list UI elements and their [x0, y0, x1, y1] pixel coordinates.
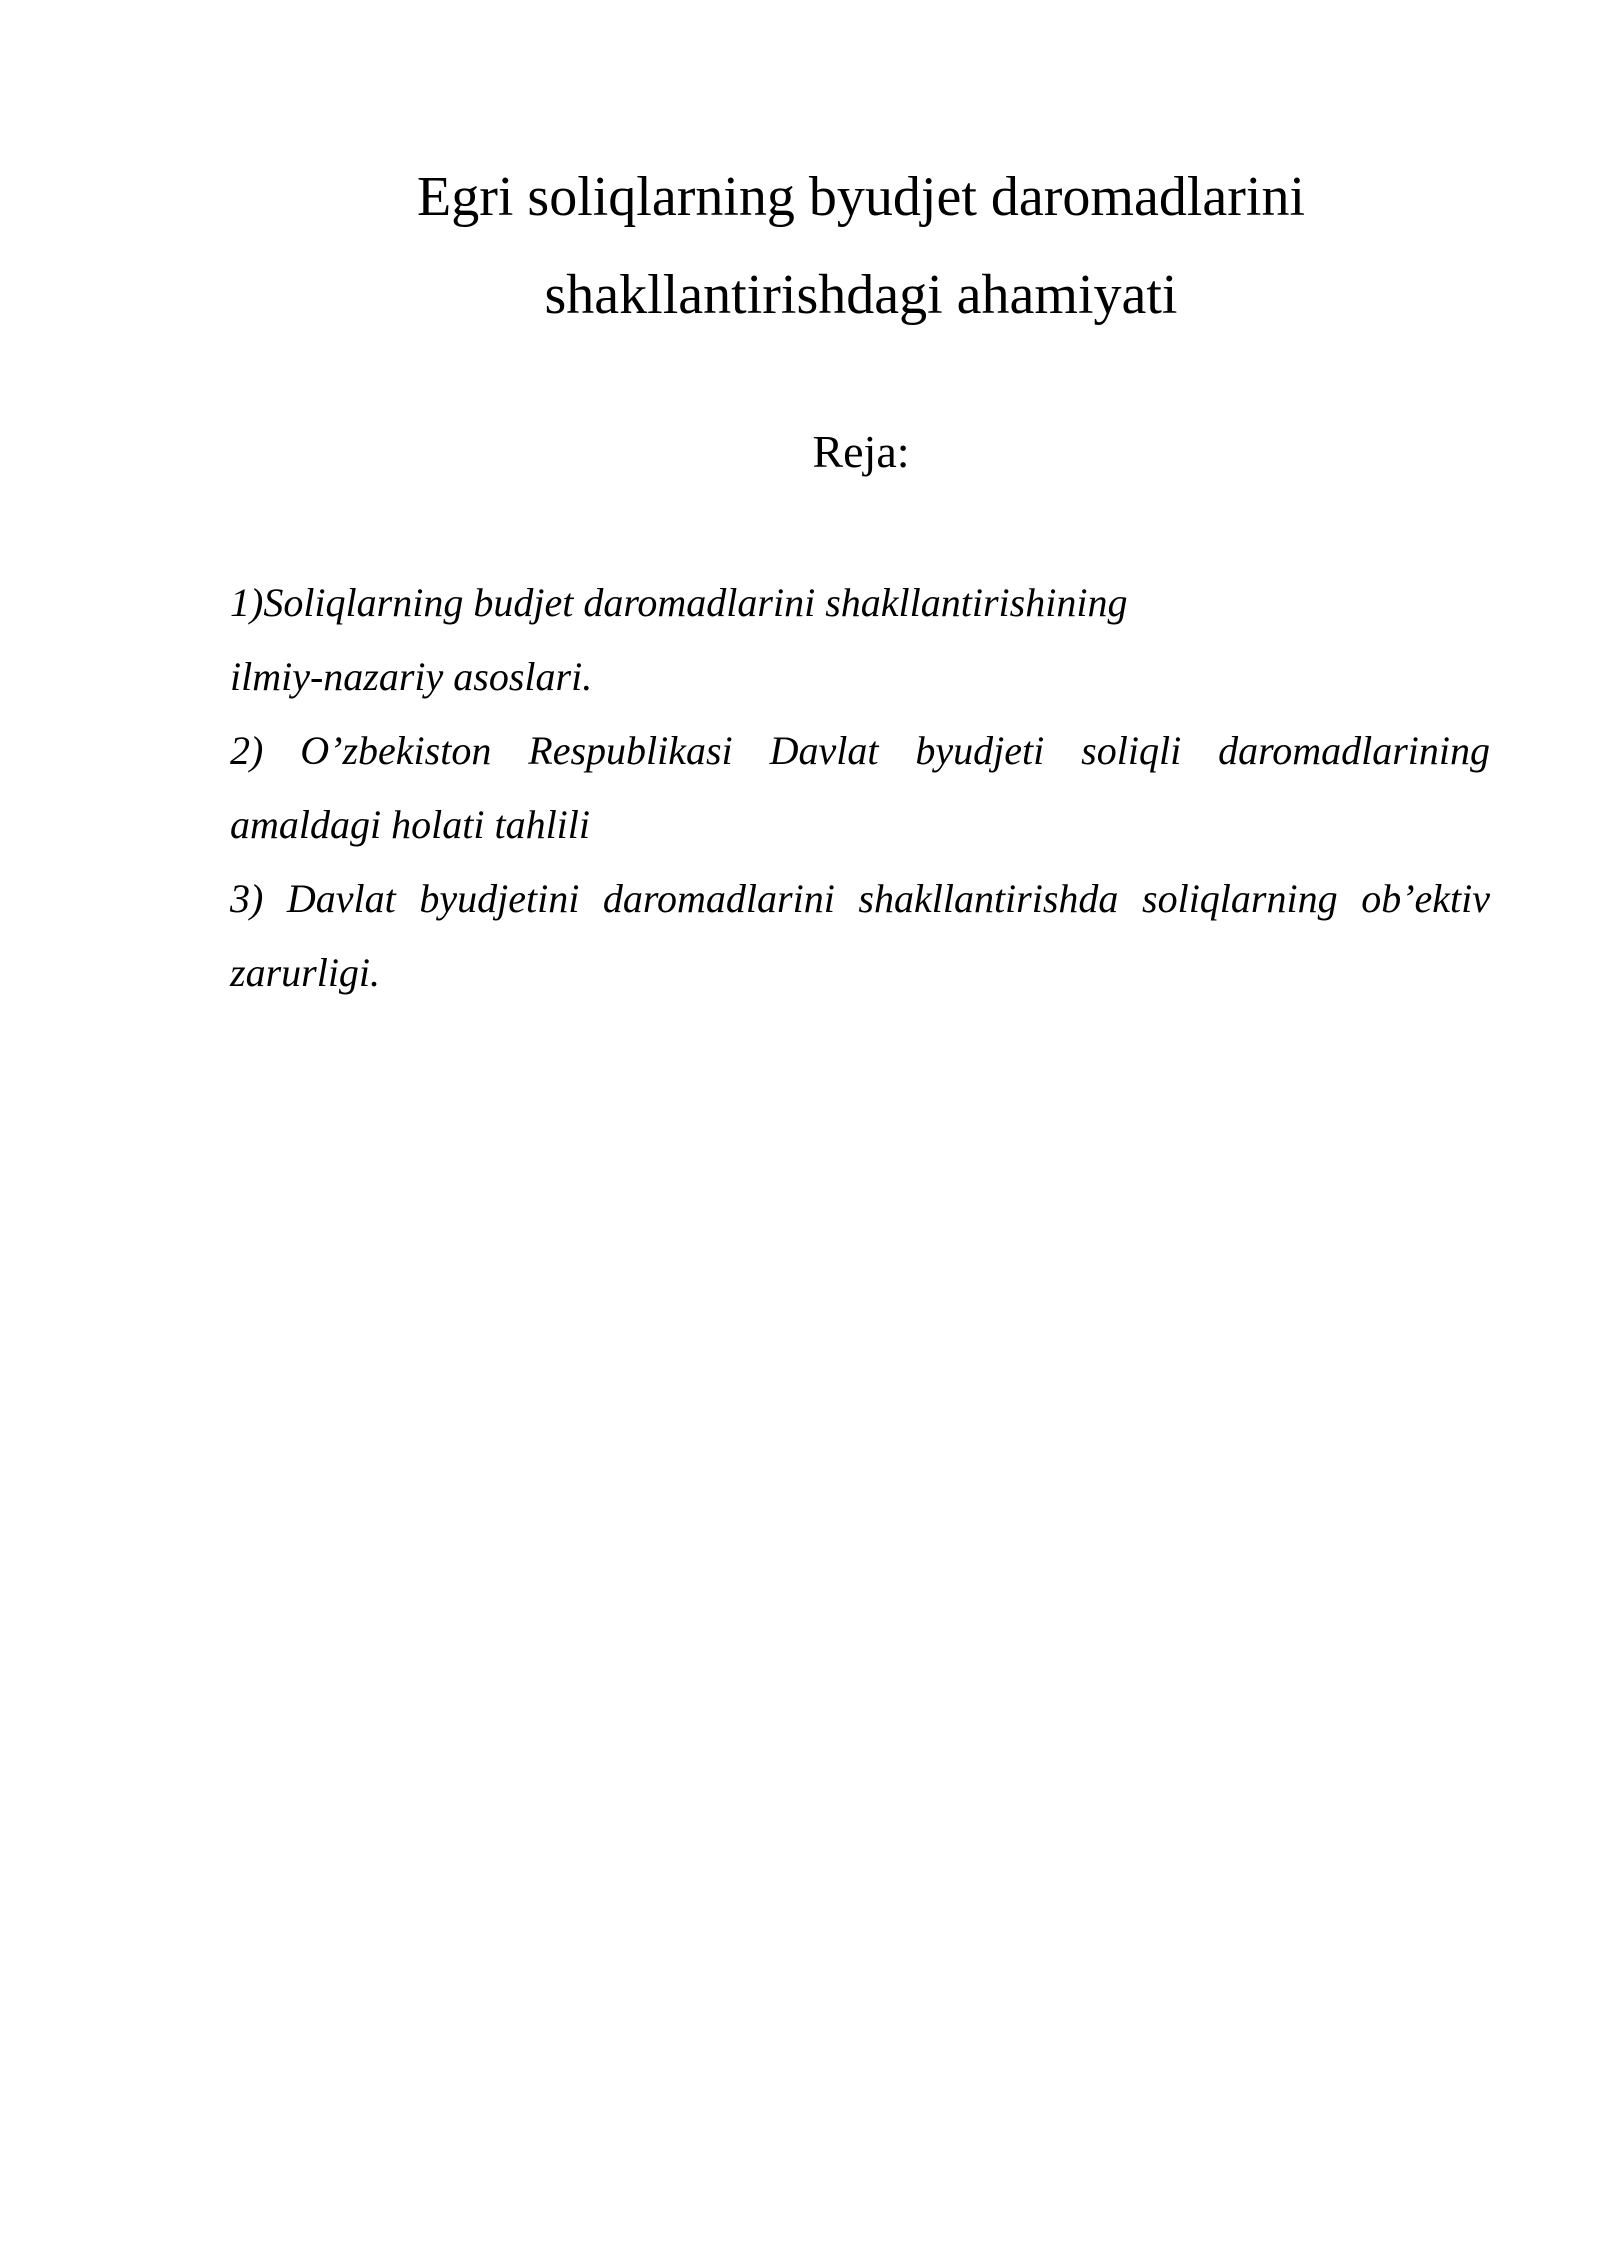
- plan-list: [230, 566, 1490, 1010]
- plan-heading: Reja:: [812, 426, 910, 477]
- plan-item-2: [230, 714, 1490, 862]
- plan-item-1-line-2: ilmiy-nazariy asoslari.: [230, 654, 593, 699]
- plan-item-1: [230, 566, 1490, 714]
- plan-item-2-line-2: amaldagi holati tahlili: [230, 802, 591, 847]
- plan-item-3-line-1: 3) Davlat byudjetini daromadlarini shakllantirishda soliqlarning ob’ektiv: [230, 876, 1490, 921]
- document-title: [0, 148, 1600, 344]
- plan-item-3-line-2: zarurligi.: [230, 950, 381, 995]
- plan-item-1-line-1: 1)Soliqlarning budjet daromadlarini shakllantirishining: [230, 580, 1128, 625]
- plan-item-2-line-1: 2) O’zbekiston Respublikasi Davlat byudjeti soliqli daromadlarining: [230, 728, 1490, 773]
- title-line-2: shakllantirishdagi ahamiyati: [544, 264, 1178, 326]
- plan-item-3: [230, 862, 1490, 1010]
- title-line-1: Egri soliqlarning byudjet daromadlarini: [416, 166, 1305, 228]
